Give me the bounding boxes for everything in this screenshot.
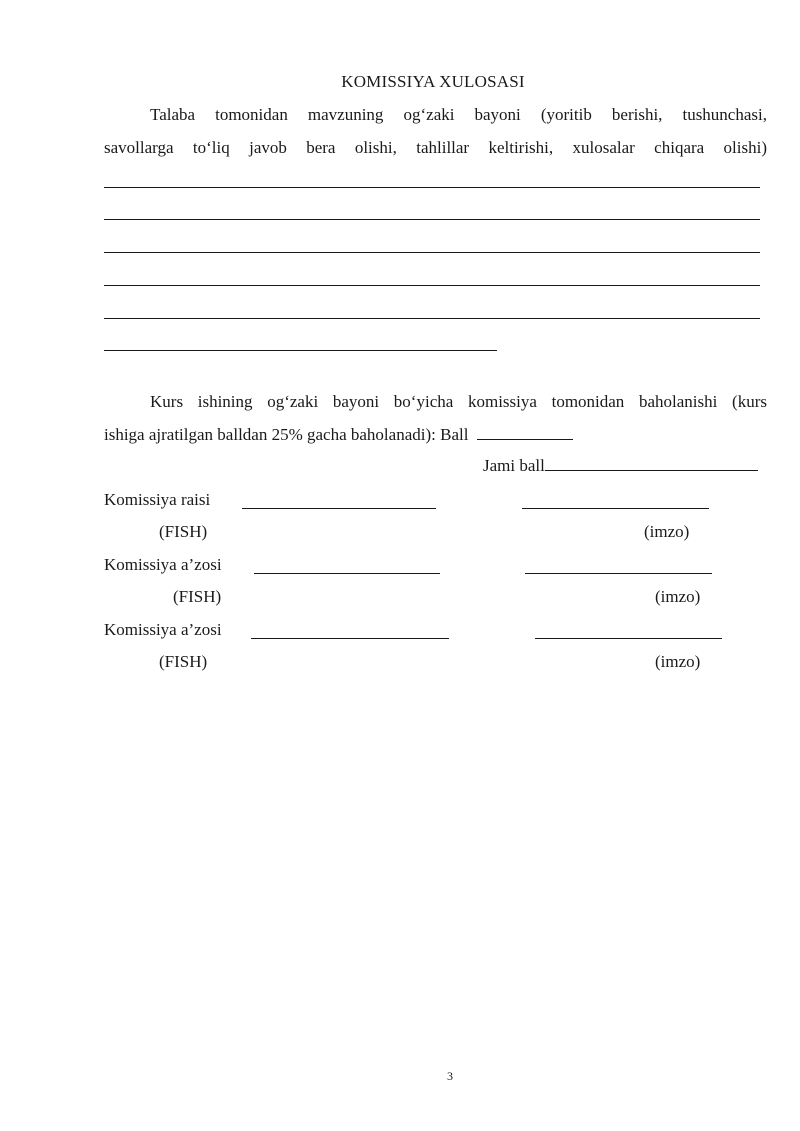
member1-name-field[interactable] (254, 573, 440, 574)
chair-name-field[interactable] (242, 508, 436, 509)
grading-text-line-2 (104, 425, 573, 445)
member1-imzo-caption: (imzo) (655, 587, 701, 606)
answer-line-3[interactable] (104, 252, 760, 253)
member1-signature-field[interactable] (525, 573, 712, 574)
page-number: 3 (447, 1069, 453, 1083)
intro-text-line-2: savollarga to‘liq javob bera olishi, tahlillar keltirishi, xulosalar chiqara olishi) (104, 138, 767, 157)
member1-fish-caption: (FISH) (173, 587, 222, 606)
chair-signature-field[interactable] (522, 508, 709, 509)
member2-label: Komissiya a’zosi (104, 620, 222, 639)
answer-line-6[interactable] (104, 350, 497, 351)
member2-signature-field[interactable] (535, 638, 722, 639)
document-title: KOMISSIYA XULOSASI (341, 72, 525, 91)
grading-text: ishiga ajratilgan balldan 25% gacha baholanadi): Ball (104, 425, 469, 444)
answer-line-2[interactable] (104, 219, 760, 220)
grading-text-line-1: Kurs ishining og‘zaki bayoni bo‘yicha komissiya tomonidan baholanishi (kurs (150, 392, 767, 411)
total-score-field[interactable] (545, 456, 758, 471)
chair-fish-caption: (FISH) (159, 522, 208, 541)
total-score-label: Jami ball (483, 456, 545, 475)
intro-text-line-1: Talaba tomonidan mavzuning og‘zaki bayoni (yoritib berishi, tushunchasi, (150, 105, 767, 124)
ball-field[interactable] (477, 425, 573, 440)
total-score-row (483, 456, 758, 476)
answer-line-5[interactable] (104, 318, 760, 319)
member2-fish-caption: (FISH) (159, 652, 208, 671)
member2-imzo-caption: (imzo) (655, 652, 701, 671)
member2-name-field[interactable] (251, 638, 449, 639)
member1-label: Komissiya a’zosi (104, 555, 222, 574)
answer-line-1[interactable] (104, 187, 760, 188)
answer-line-4[interactable] (104, 285, 760, 286)
chair-imzo-caption: (imzo) (644, 522, 690, 541)
chair-label: Komissiya raisi (104, 490, 211, 509)
